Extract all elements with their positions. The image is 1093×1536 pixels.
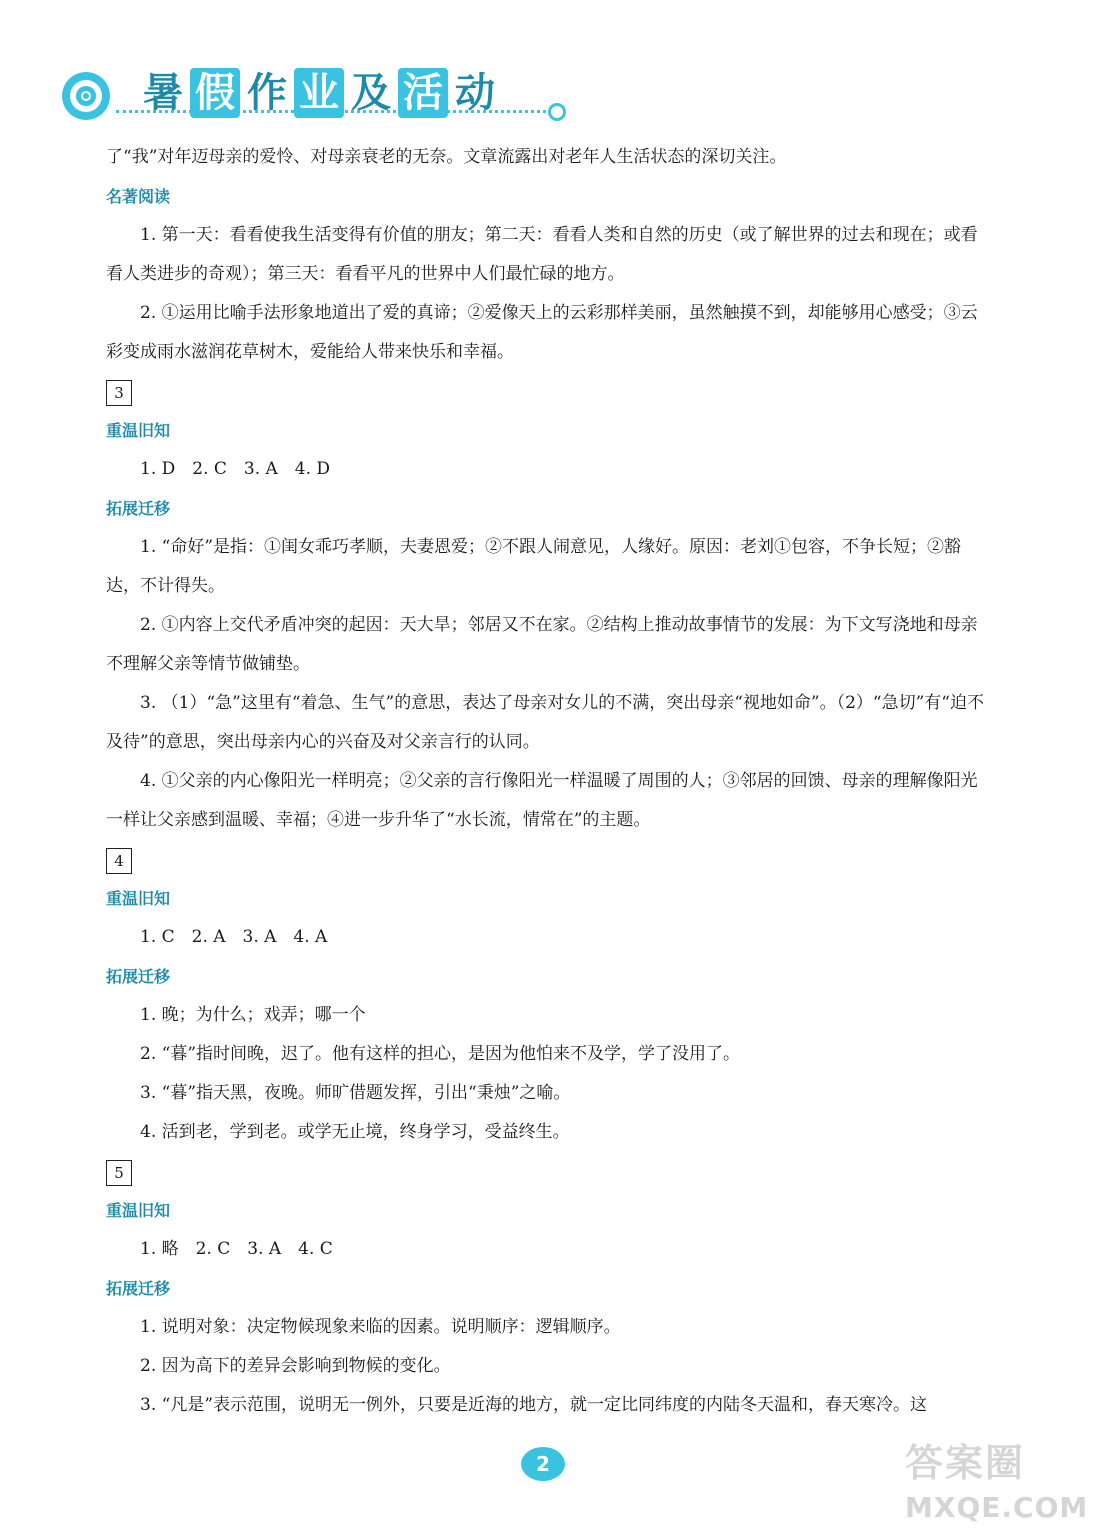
- answer-line: 1. D 2. C 3. A 4. D: [140, 459, 331, 479]
- title-char-highlight: 假: [190, 68, 240, 118]
- section-title-review: 重温旧知: [106, 1201, 171, 1220]
- answer-line: 1. 略 2. C 3. A 4. C: [140, 1239, 333, 1259]
- unit-number-box: 4: [106, 848, 132, 874]
- answer-paragraph: 3. （1）“急”这里有“着急、生气”的意思，表达了母亲对女儿的不满，突出母亲“视地如命”。（2）“急切”有“迫不及待”的意思，突出母亲内心的兴奋及对父亲言行的认同。: [106, 693, 984, 752]
- answer-content: [106, 138, 990, 1425]
- site-watermark: [905, 1432, 1089, 1528]
- unit-number-box: 3: [106, 380, 132, 406]
- answer-paragraph: 1. 第一天：看看使我生活变得有价值的朋友；第二天：看看人类和自然的历史（或了解世界的过去和现在；或看看人类进步的奇观）；第三天：看看平凡的世界中人们最忙碌的地方。: [106, 225, 978, 284]
- answer-paragraph: 3. “暮”指天黑，夜晚。师旷借题发挥，引出“秉烛”之喻。: [140, 1083, 571, 1103]
- section-title-mingzhu: 名著阅读: [106, 187, 171, 206]
- section-title-extension: 拓展迁移: [106, 499, 171, 518]
- header-dotted-line: [116, 110, 552, 113]
- section-title-review: 重温旧知: [106, 889, 171, 908]
- section-title-review: 重温旧知: [106, 421, 171, 440]
- page-number-badge: 2: [521, 1447, 565, 1481]
- answer-paragraph: 1. 说明对象：决定物候现象来临的因素。说明顺序：逻辑顺序。: [140, 1317, 621, 1337]
- unit-number-row: [106, 1152, 990, 1191]
- page-header: [56, 62, 576, 132]
- watermark-title: 答案圈: [905, 1441, 1026, 1485]
- answer-paragraph: 2. ①内容上交代矛盾冲突的起因：天大旱；邻居又不在家。②结构上推动故事情节的发展：为下文写浇地和母亲不理解父亲等情节做铺垫。: [106, 615, 978, 674]
- answer-line: 1. C 2. A 3. A 4. A: [140, 927, 328, 947]
- title-char: 作: [247, 70, 287, 116]
- answer-paragraph: 2. ①运用比喻手法形象地道出了爱的真谛；②爱像天上的云彩那样美丽，虽然触摸不到，却能够用心感受；③云彩变成雨水滋润花草树木，爱能给人带来快乐和幸福。: [106, 303, 978, 362]
- title-char-highlight: 业: [294, 68, 344, 118]
- answer-paragraph: 2. “暮”指时间晚，迟了。他有这样的担心，是因为他怕来不及学，学了没用了。: [140, 1044, 741, 1064]
- answer-paragraph: 1. 晚；为什么；戏弄；哪一个: [140, 1005, 366, 1025]
- answer-paragraph: 4. ①父亲的内心像阳光一样明亮；②父亲的言行像阳光一样温暖了周围的人；③邻居的回馈、母亲的理解像阳光一样让父亲感到温暖、幸福；④进一步升华了“水长流，情常在”的主题。: [106, 771, 978, 830]
- answer-paragraph: 3. “凡是”表示范围，说明无一例外，只要是近海的地方，就一定比同纬度的内陆冬天温和，春天寒冷。这: [140, 1395, 928, 1415]
- intro-paragraph: 了“我”对年迈母亲的爱怜、对母亲衰老的无奈。文章流露出对老年人生活状态的深切关注。: [106, 147, 787, 167]
- answer-paragraph: 1. “命好”是指：①闺女乖巧孝顺，夫妻恩爱；②不跟人闹意见，人缘好。原因：老刘①包容，不争长短；②豁达，不计得失。: [106, 537, 962, 596]
- target-ring-icon: [62, 72, 110, 120]
- unit-number-row: [106, 840, 990, 879]
- title-char-highlight: 活: [398, 68, 448, 118]
- answer-paragraph: 2. 因为高下的差异会影响到物候的变化。: [140, 1356, 451, 1376]
- unit-number-row: [106, 372, 990, 411]
- answer-paragraph: 4. 活到老，学到老。或学无止境，终身学习，受益终生。: [140, 1122, 570, 1142]
- watermark-url: MXQE.COM: [905, 1491, 1089, 1524]
- section-title-extension: 拓展迁移: [106, 1279, 171, 1298]
- title-char: 及: [351, 70, 391, 116]
- title-char: 暑: [143, 70, 183, 116]
- header-line-end-dot: [548, 103, 566, 121]
- section-title-extension: 拓展迁移: [106, 967, 171, 986]
- title-char: 动: [455, 70, 495, 116]
- unit-number-box: 5: [106, 1160, 132, 1186]
